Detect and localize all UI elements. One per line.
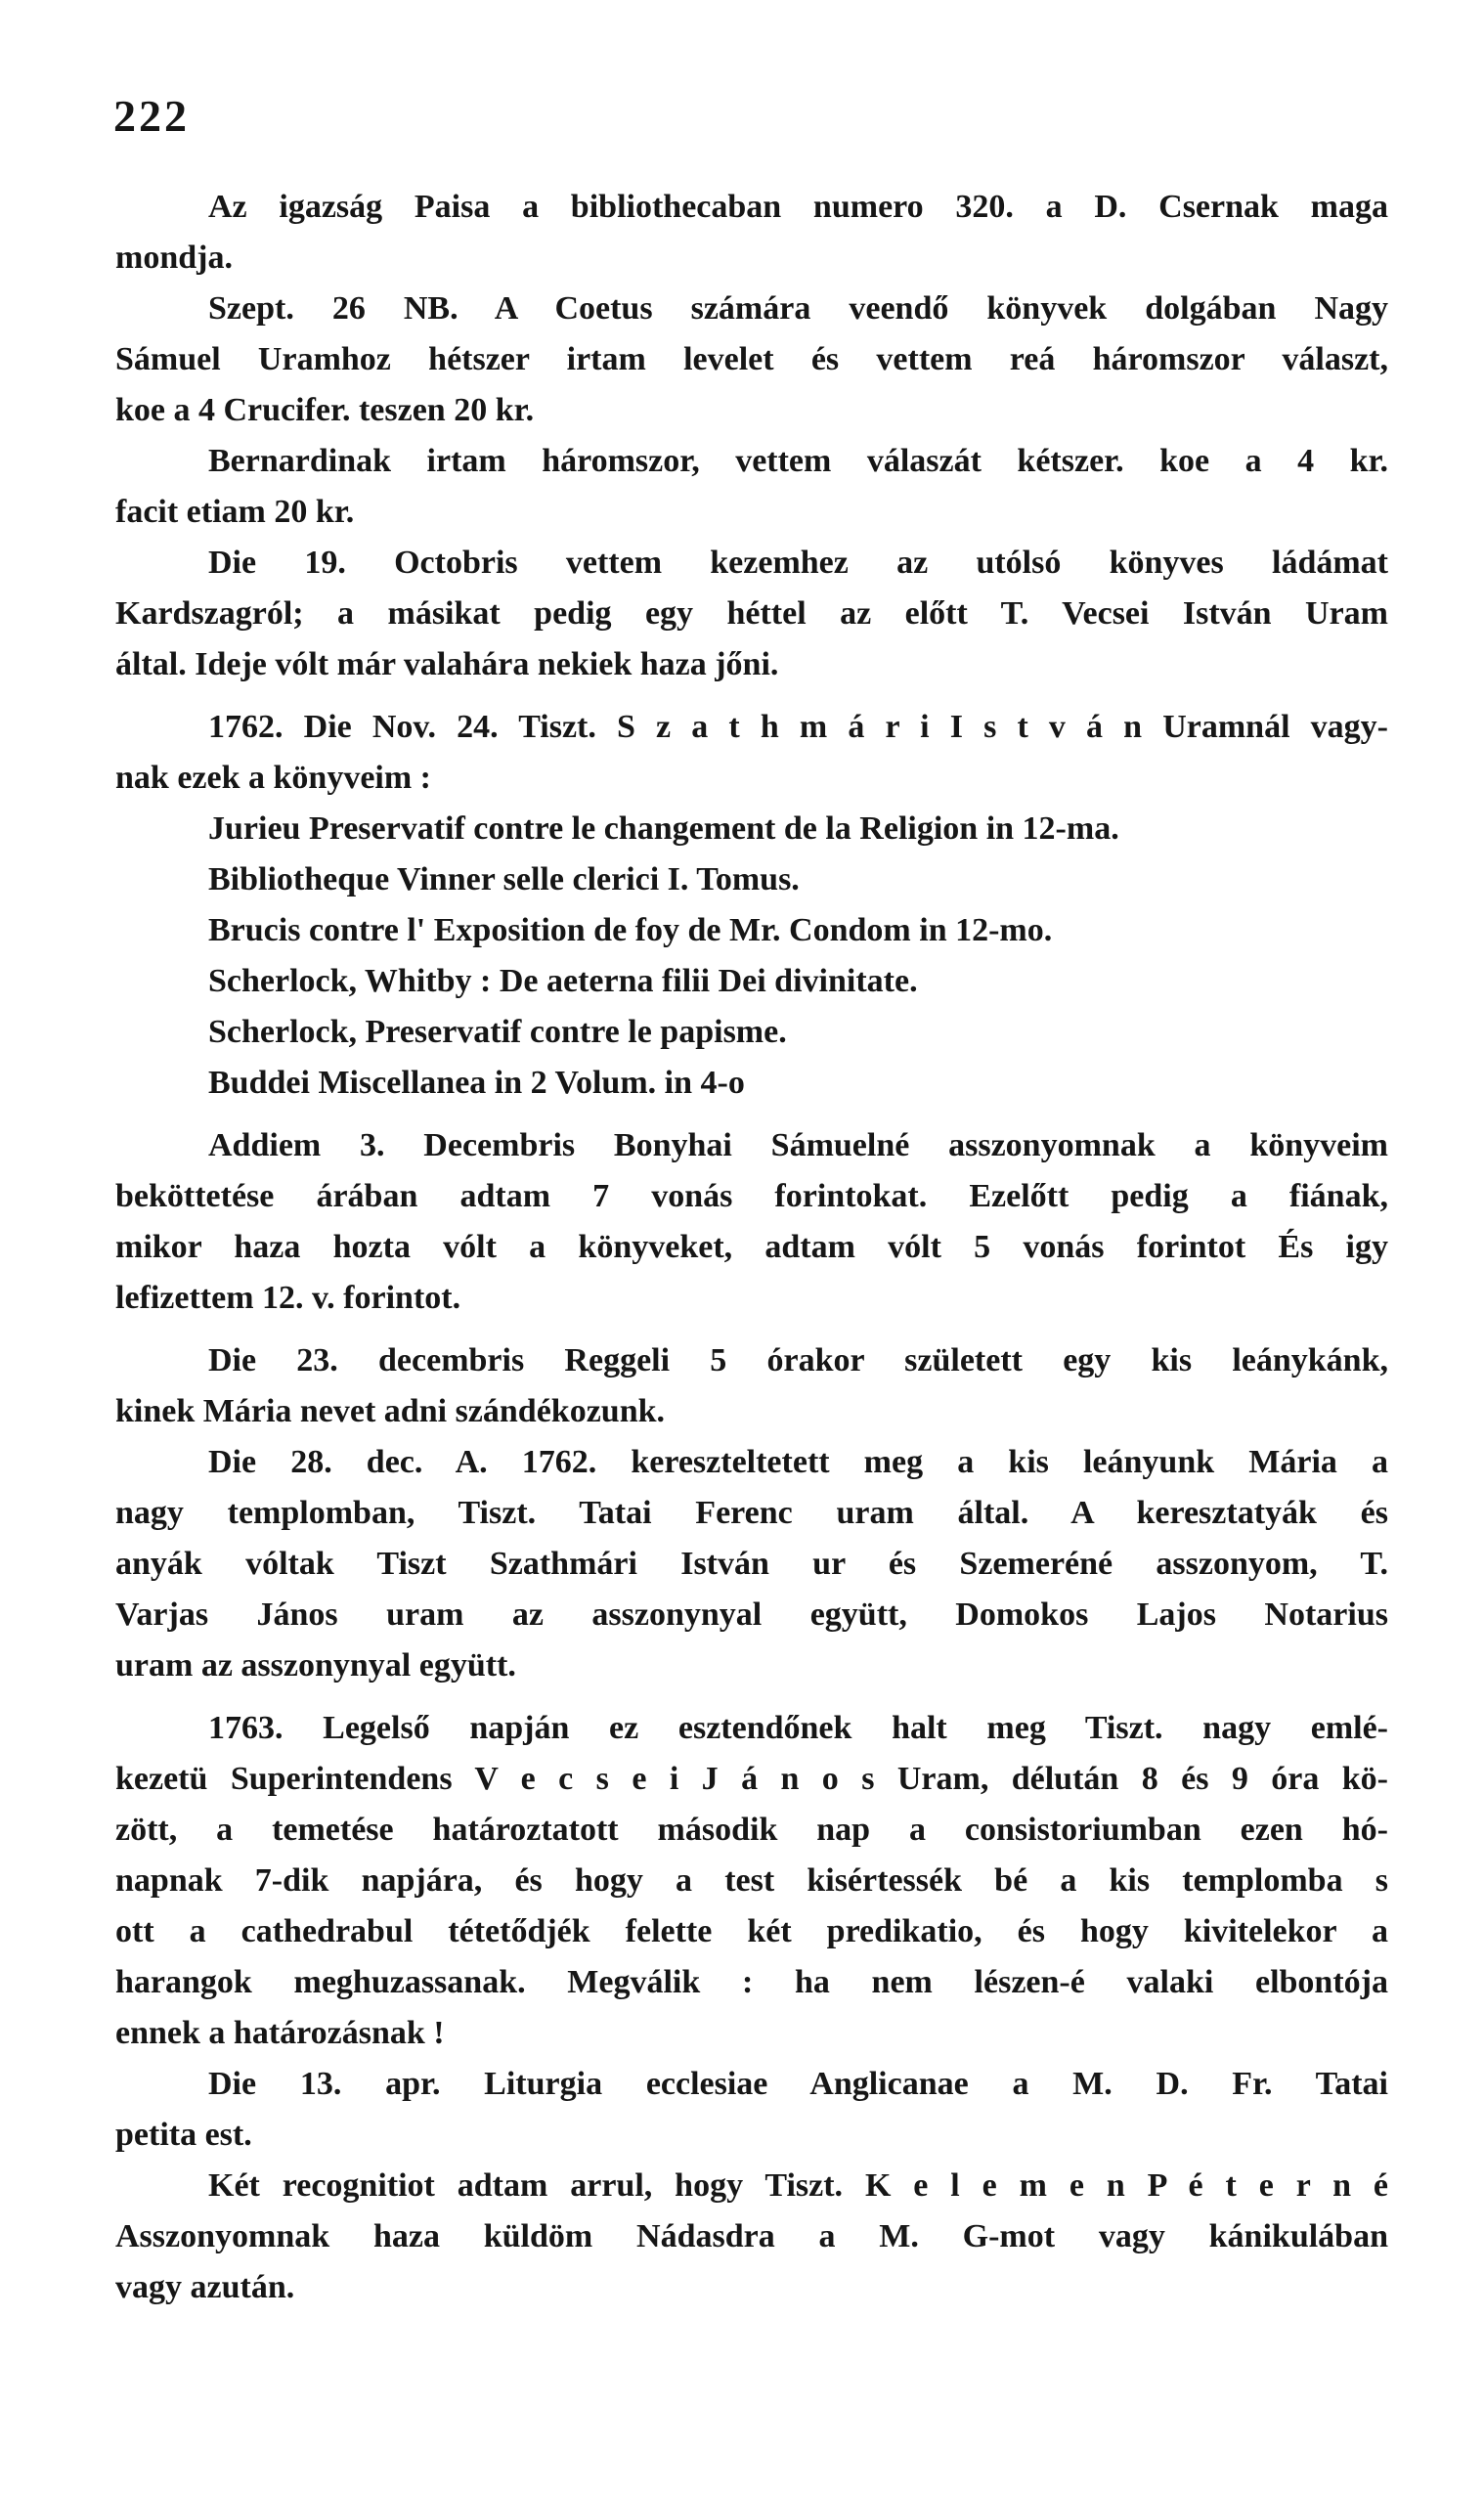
text-line: ott a cathedrabul tétetődjék felette két predikatio, és hogy kivitelekor a [115,1913,1388,1949]
text-line: Bibliotheque Vinner selle clerici I. Tomus. [208,861,800,897]
text-line: facit etiam 20 kr. [115,494,355,530]
text-line: beköttetése árában adtam 7 vonás forintokat. Ezelőtt pedig a fiának, [115,1178,1388,1214]
text-line: Bernardinak irtam háromszor, vettem válaszát kétszer. koe a 4 kr. [208,443,1388,479]
text-line: Szept. 26 NB. A Coetus számára veendő könyvek dolgában Nagy [208,290,1388,327]
text-line: Die 19. Octobris vettem kezemhez az utólsó könyves ládámat [208,545,1388,581]
text-line: Az igazság Paisa a bibliothecaban numero 320. a D. Csernak maga [208,189,1388,225]
text-line: ennek a határozásnak ! [115,2015,445,2051]
text-line: petita est. [115,2117,252,2153]
text-line: Die 13. apr. Liturgia ecclesiae Anglicanae a M. D. Fr. Tatai [208,2066,1388,2102]
text-line: nagy templomban, Tiszt. Tatai Ferenc uram által. A keresztatyák és [115,1495,1388,1531]
text-line: Két recognitiot adtam arrul, hogy Tiszt. K e l e m e n P é t e r n é [208,2167,1388,2204]
text-line: 1762. Die Nov. 24. Tiszt. S z a t h m á r i I s t v á n Uramnál vagy- [208,709,1388,745]
text-line: Die 28. dec. A. 1762. kereszteltetett meg a kis leányunk Mária a [208,1444,1388,1480]
text-line: Scherlock, Whitby : De aeterna filii Dei divinitate. [208,963,918,999]
text-line: zött, a temetése határoztatott második nap a consistoriumban ezen hó- [115,1812,1388,1848]
text-line: vagy azután. [115,2269,295,2305]
text-line: uram az asszonynyal együtt. [115,1647,516,1684]
text-line: napnak 7-dik napjára, és hogy a test kisértessék bé a kis templomba s [115,1862,1388,1899]
text-line: Sámuel Uramhoz hétszer irtam levelet és vettem reá háromszor választ, [115,341,1388,377]
text-line: Kardszagról; a másikat pedig egy héttel az előtt T. Vecsei István Uram [115,595,1388,632]
text-line: kezetü Superintendens V e c s e i J á n o s Uram, délután 8 és 9 óra kö- [115,1761,1388,1797]
text-line: anyák vóltak Tiszt Szathmári István ur és Szemeréné asszonyom, T. [115,1546,1388,1582]
text-line: Die 23. decembris Reggeli 5 órakor született egy kis leánykánk, [208,1342,1388,1378]
text-line: mondja. [115,240,233,276]
page-number: 222 [113,91,190,141]
text-line: Varjas János uram az asszonynyal együtt, Domokos Lajos Notarius [115,1596,1388,1633]
text-line: harangok meghuzassanak. Megválik : ha nem lészen-é valaki elbontója [115,1964,1388,2000]
text-line: mikor haza hozta vólt a könyveket, adtam vólt 5 vonás forintot És igy [115,1229,1388,1265]
text-line: nak ezek a könyveim : [115,760,431,796]
text-line: Jurieu Preservatif contre le changement de la Religion in 12-ma. [208,810,1119,847]
text-line: Addiem 3. Decembris Bonyhai Sámuelné asszonyomnak a könyveim [208,1127,1388,1163]
text-line: által. Ideje vólt már valahára nekiek haza jőni. [115,646,779,682]
text-line: lefizettem 12. v. forintot. [115,1280,461,1316]
text-line: Buddei Miscellanea in 2 Volum. in 4-o [208,1065,745,1101]
text-line: Asszonyomnak haza küldöm Nádasdra a M. G-mot vagy kánikulában [115,2218,1388,2254]
page-body-text [115,182,1388,2313]
text-line: Brucis contre l' Exposition de foy de Mr. Condom in 12-mo. [208,912,1053,948]
text-line: Scherlock, Preservatif contre le papisme. [208,1014,787,1050]
text-line: koe a 4 Crucifer. teszen 20 kr. [115,392,535,428]
text-line: 1763. Legelső napján ez esztendőnek halt meg Tiszt. nagy emlé- [208,1710,1388,1746]
text-line: kinek Mária nevet adni szándékozunk. [115,1393,666,1429]
